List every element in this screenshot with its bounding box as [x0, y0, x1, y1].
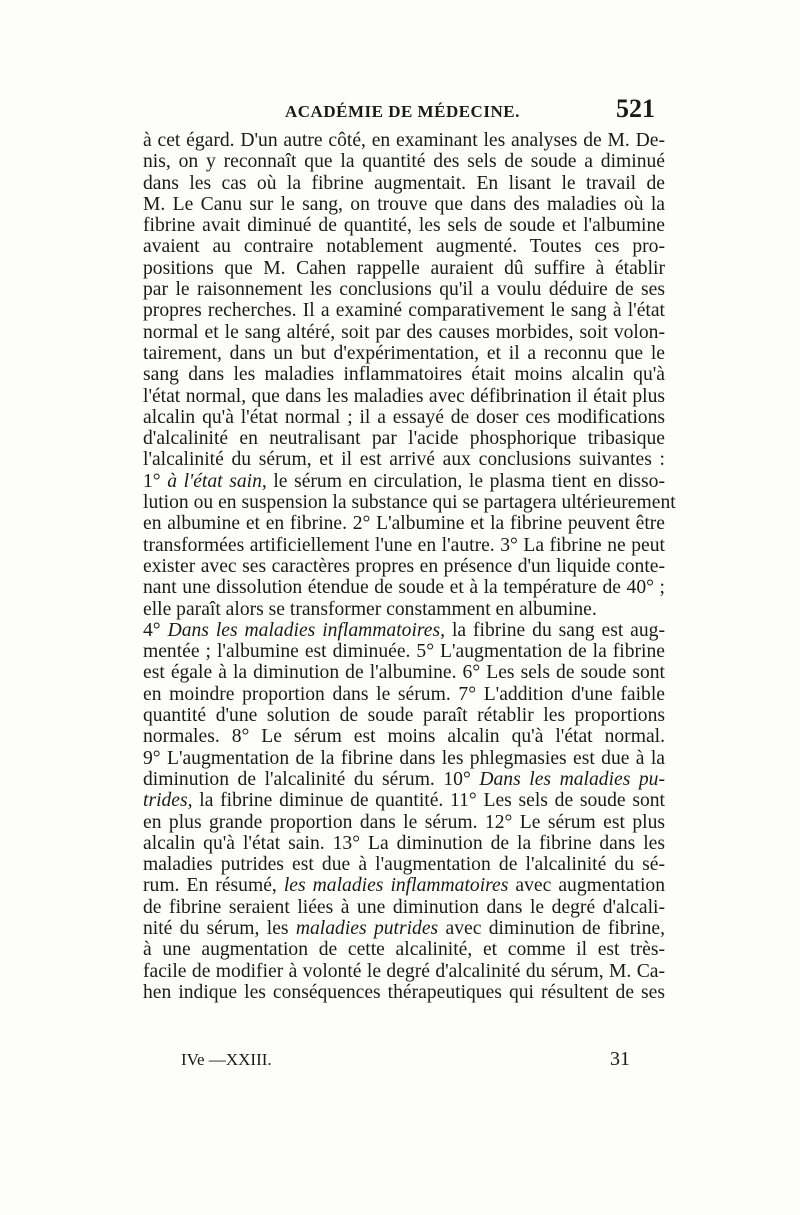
text-run: dans les cas où la fibrine augmentait. En lisant le travail de: [143, 172, 665, 194]
text-line: [143, 471, 665, 492]
italic-run: Dans les maladies pu-: [479, 768, 666, 790]
text-run: hen indique les conséquences thérapeutiques qui résultent de ses: [143, 981, 665, 1003]
text-line: [143, 833, 665, 854]
text-run: l'état normal, que dans les maladies avec défibrination il était plus: [143, 385, 665, 407]
text-line: [143, 364, 665, 385]
text-line: [143, 939, 665, 960]
text-run: exister avec ses caractères propres en présence d'un liquide conte-: [143, 555, 665, 577]
text-run: alcalin qu'à l'état normal ; il a essayé de doser ces modifications: [143, 406, 665, 428]
text-line: [143, 151, 665, 172]
text-line: [143, 875, 665, 896]
text-run: par le raisonnement les conclusions qu'il a voulu déduire de ses: [143, 279, 665, 301]
text-line: [143, 599, 665, 620]
text-line: [143, 449, 665, 470]
text-line: [143, 982, 665, 1003]
text-run: tairement, dans un but d'expérimentation, et il a reconnu que le: [143, 342, 665, 364]
text-line: [143, 684, 665, 705]
text-line: [143, 577, 665, 598]
text-run: en moindre proportion dans le sérum. 7° L'addition d'une faible: [143, 683, 665, 705]
text-run: à cet égard. D'un autre côté, en examinant les analyses de M. De-: [143, 130, 665, 151]
text-run: normales. 8° Le sérum est moins alcalin qu'à l'état normal.: [143, 726, 665, 748]
italic-run: les maladies inflammatoires: [283, 875, 509, 897]
text-run: normal et le sang altéré, soit par des causes morbides, soit volon-: [143, 321, 665, 343]
text-run: alcalin qu'à l'état sain. 13° La diminution de la fibrine dans les: [143, 832, 665, 854]
text-run: lution ou en suspension la substance qui se partagera ultérieurement: [143, 492, 676, 514]
text-run: avaient au contraire notablement augmenté. Toutes ces pro-: [143, 236, 665, 258]
text-line: [143, 641, 665, 662]
text-run: maladies putrides est due à l'augmentation de l'alcalinité du sé-: [143, 854, 665, 876]
text-line: [143, 386, 665, 407]
text-line: [143, 726, 665, 747]
text-run: diminution de l'alcalinité du sérum. 10°: [143, 768, 480, 790]
text-line: [143, 769, 665, 790]
text-run: avec augmentation: [508, 875, 665, 897]
text-line: [143, 897, 665, 918]
text-run: rum. En résumé,: [143, 875, 284, 897]
text-run: nis, on y reconnaît que la quantité des sels de soude a diminué: [143, 151, 665, 173]
text-line: [143, 535, 665, 556]
text-line: [143, 407, 665, 428]
text-line: [143, 662, 665, 683]
text-run: quantité d'une solution de soude paraît rétablir les proportions: [143, 705, 665, 727]
running-head: [143, 94, 655, 128]
running-title: ACADÉMIE DE MÉDECINE.: [285, 102, 520, 121]
text-run: est égale à la diminution de l'albumine. 6° Les sels de soude sont: [143, 662, 665, 684]
text-run: en albumine et en fibrine. 2° L'albumine et la fibrine peuvent être: [143, 513, 665, 535]
text-line: [143, 300, 665, 321]
text-run: la fibrine diminue de quantité. 11° Les sels de soude sont: [192, 790, 665, 812]
page-number: 521: [616, 94, 655, 123]
italic-run: Dans les maladies inflammatoires,: [167, 619, 446, 641]
signature-mark: IVe —XXIII.: [181, 1050, 272, 1069]
page-footer: [143, 1050, 630, 1076]
text-run: d'alcalinité en neutralisant par l'acide phosphorique tribasique: [143, 428, 665, 450]
text-line: [143, 258, 665, 279]
text-run: mentée ; l'albumine est diminuée. 5° L'augmentation de la fibrine: [143, 641, 665, 663]
text-run: transformées artificiellement l'une en l'autre. 3° La fibrine ne peut: [143, 534, 665, 556]
text-line: [143, 961, 665, 982]
text-line: [143, 279, 665, 300]
text-line: [143, 513, 665, 534]
text-line: [143, 236, 665, 257]
text-line: [143, 322, 665, 343]
text-run: de fibrine seraient liées à une diminution dans le degré d'alcali-: [143, 896, 665, 918]
text-line: [143, 130, 665, 151]
italic-run: maladies putrides: [295, 917, 439, 939]
text-line: [143, 194, 665, 215]
signature-number: 31: [610, 1048, 630, 1070]
text-run: elle paraît alors se transformer constamment en albumine.: [143, 598, 597, 620]
text-run: positions que M. Cahen rappelle auraient dû suffire à établir: [143, 257, 665, 279]
italic-run: à l'état sain,: [167, 470, 267, 492]
text-run: à une augmentation de cette alcalinité, et comme il est très-: [143, 939, 665, 961]
text-line: [143, 748, 665, 769]
text-line: [143, 173, 665, 194]
text-line: [143, 620, 665, 641]
text-line: [143, 428, 665, 449]
text-run: 4°: [143, 619, 168, 641]
text-run: nité du sérum, les: [143, 917, 296, 939]
text-run: facile de modifier à volonté le degré d'alcalinité du sérum, M. Ca-: [143, 960, 665, 982]
text-line: [143, 556, 665, 577]
text-line: [143, 343, 665, 364]
text-run: en plus grande proportion dans le sérum. 12° Le sérum est plus: [143, 811, 665, 833]
text-run: fibrine avait diminué de quantité, les sels de soude et l'albumine: [143, 215, 665, 237]
text-run: M. Le Canu sur le sang, on trouve que dans des maladies où la: [143, 193, 665, 215]
text-run: avec diminution de fibrine,: [438, 917, 666, 939]
text-run: sang dans les maladies inflammatoires était moins alcalin qu'à: [143, 364, 665, 386]
text-line: [143, 812, 665, 833]
text-line: [143, 854, 665, 875]
italic-run: trides,: [143, 790, 193, 812]
text-line: [143, 918, 665, 939]
text-run: 1°: [143, 470, 168, 492]
text-run: propres recherches. Il a examiné comparativement le sang à l'état: [143, 300, 665, 322]
text-line: [143, 705, 665, 726]
text-line: [143, 790, 665, 811]
text-run: l'alcalinité du sérum, et il est arrivé aux conclusions suivantes :: [143, 449, 665, 471]
text-line: [143, 215, 665, 236]
body-text: [143, 130, 676, 1003]
text-run: le sérum en circulation, le plasma tient en disso-: [266, 470, 665, 492]
text-run: la fibrine du sang est aug-: [445, 619, 666, 641]
text-run: nant une dissolution étendue de soude et à la température de 40° ;: [143, 577, 665, 599]
text-run: 9° L'augmentation de la fibrine dans les phlegmasies est due à la: [143, 747, 665, 769]
text-line: [143, 492, 676, 514]
